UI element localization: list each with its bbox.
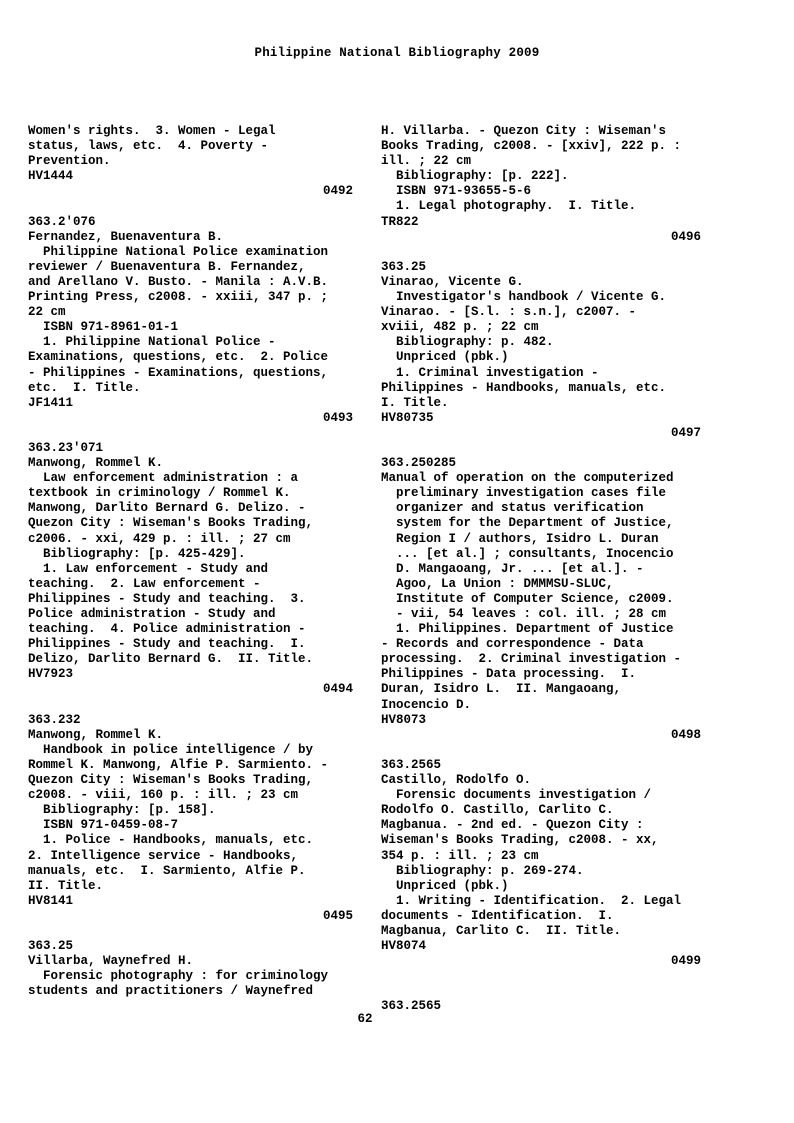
entry-text-line: 354 p. : ill. ; 23 cm bbox=[381, 848, 539, 863]
entry-spacer bbox=[28, 199, 353, 214]
entry-text-line: c2006. - xxi, 429 p. : ill. ; 27 cm bbox=[28, 531, 291, 546]
entry-text-line: Philippines - Handbooks, manuals, etc. bbox=[381, 380, 667, 395]
entry-text-line: and Arellano V. Busto. - Manila : A.V.B. bbox=[28, 274, 329, 289]
entry-text-line: H. Villarba. - Quezon City : Wiseman's bbox=[381, 124, 667, 138]
entry-text-line: 1. Philippine National Police - bbox=[28, 335, 276, 350]
entry-text-line: - Philippines - Examinations, questions, bbox=[28, 365, 329, 380]
entry-text-line: Unpriced (pbk.) bbox=[381, 878, 509, 893]
entry-text-line: Unpriced (pbk.) bbox=[381, 350, 509, 365]
entry-spacer bbox=[28, 426, 353, 441]
entry-text-line: Bibliography: [p. 425-429]. bbox=[28, 546, 246, 561]
entry-text-line: 363.25 bbox=[381, 259, 427, 274]
entry-text-line: Bibliography: p. 482. bbox=[381, 335, 554, 350]
entry-text-line: - Records and correspondence - Data bbox=[381, 637, 644, 652]
entry-spacer bbox=[28, 924, 353, 939]
entry-text-line: Women's rights. 3. Women - Legal bbox=[28, 124, 276, 138]
entry-text-line: 2. Intelligence service - Handbooks, bbox=[28, 848, 299, 863]
entry-text-line: processing. 2. Criminal investigation - bbox=[381, 652, 682, 667]
entry-text-line: HV8074 bbox=[381, 939, 427, 954]
entry-text-line: Magbanua. - 2nd ed. - Quezon City : bbox=[381, 818, 644, 833]
entry-text-line: Castillo, Rodolfo O. bbox=[381, 773, 532, 788]
entry-text-line: JF1411 bbox=[28, 395, 74, 410]
entry-text-line: ill. ; 22 cm bbox=[381, 154, 472, 169]
entry-text-line: 363.23'071 bbox=[28, 440, 104, 455]
entry-spacer bbox=[28, 698, 353, 713]
entry-text-line: Manual of operation on the computerized bbox=[381, 471, 674, 486]
entry-text-line: Printing Press, c2008. - xxiii, 347 p. ; bbox=[28, 290, 329, 305]
entry-number: 0492 bbox=[322, 184, 353, 199]
entry-text-line: Forensic photography : for criminology bbox=[28, 969, 329, 984]
entry-text-line: II. Title. bbox=[28, 878, 104, 893]
right-column bbox=[381, 124, 701, 1015]
entry-text-line: 22 cm bbox=[28, 305, 66, 320]
entry-text-line: ISBN 971-0459-08-7 bbox=[28, 818, 179, 833]
entry-text-line: Duran, Isidro L. II. Mangaoang, bbox=[381, 682, 622, 697]
entry-spacer bbox=[381, 245, 701, 260]
entry-text-line: 363.2'076 bbox=[28, 214, 96, 229]
page-header-title: Philippine National Bibliography 2009 bbox=[254, 46, 540, 60]
left-column bbox=[28, 124, 353, 999]
entry-text-line: 1. Police - Handbooks, manuals, etc. bbox=[28, 833, 314, 848]
entry-text-line: Prevention. bbox=[28, 154, 111, 169]
entry-text-line: documents - Identification. I. bbox=[381, 908, 614, 923]
entry-text-line: Rommel K. Manwong, Alfie P. Sarmiento. - bbox=[28, 757, 329, 772]
entry-text-line: 1. Writing - Identification. 2. Legal bbox=[381, 893, 682, 908]
entry-text-line: Bibliography: p. 269-274. bbox=[381, 863, 584, 878]
entry-text-line: preliminary investigation cases file bbox=[381, 486, 667, 501]
entry-number: 0499 bbox=[670, 954, 701, 969]
entry-text-line: TR822 bbox=[381, 214, 419, 229]
entry-text-line: Quezon City : Wiseman's Books Trading, bbox=[28, 773, 314, 788]
entry-text-line: 363.2565 bbox=[381, 757, 442, 772]
entry-number: 0493 bbox=[322, 410, 353, 425]
entry-text-line: etc. I. Title. bbox=[28, 380, 141, 395]
entry-text-line: Bibliography: [p. 222]. bbox=[381, 169, 569, 184]
entry-text-line: Philippine National Police examination bbox=[28, 244, 329, 259]
page-number: 62 bbox=[357, 1012, 373, 1026]
entry-text-line: Manwong, Darlito Bernard G. Delizo. - bbox=[28, 501, 306, 516]
entry-text-line: ... [et al.] ; consultants, Inocencio bbox=[381, 546, 674, 561]
entry-text-line: HV1444 bbox=[28, 169, 74, 184]
entry-text-line: 1. Philippines. Department of Justice bbox=[381, 622, 674, 637]
entry-text-line: system for the Department of Justice, bbox=[381, 516, 674, 531]
entry-text-line: Rodolfo O. Castillo, Carlito C. bbox=[381, 803, 614, 818]
entry-text-line: Delizo, Darlito Bernard G. II. Title. bbox=[28, 652, 314, 667]
entry-text-line: Institute of Computer Science, c2009. bbox=[381, 591, 674, 606]
entry-spacer bbox=[381, 743, 701, 758]
entry-number: 0494 bbox=[322, 682, 353, 697]
entry-text-line: Philippines - Data processing. I. bbox=[381, 667, 637, 682]
entry-text-line: Examinations, questions, etc. 2. Police bbox=[28, 350, 329, 365]
entry-text-line: 1. Legal photography. I. Title. bbox=[381, 199, 637, 214]
entry-text-line: - vii, 54 leaves : col. ill. ; 28 cm bbox=[381, 607, 667, 621]
entry-text-line: Law enforcement administration : a bbox=[28, 471, 299, 486]
entry-text-line: c2008. - viii, 160 p. : ill. ; 23 cm bbox=[28, 788, 299, 803]
entry-text-line: manuals, etc. I. Sarmiento, Alfie P. bbox=[28, 863, 306, 878]
entry-text-line: Police administration - Study and bbox=[28, 607, 276, 621]
entry-text-line: Magbanua, Carlito C. II. Title. bbox=[381, 923, 622, 938]
entry-text-line: organizer and status verification bbox=[381, 501, 644, 516]
entry-text-line: Handbook in police intelligence / by bbox=[28, 742, 314, 757]
entry-number: 0497 bbox=[670, 425, 701, 440]
entry-text-line: 1. Criminal investigation - bbox=[381, 365, 599, 380]
entry-number: 0498 bbox=[670, 727, 701, 742]
entry-spacer bbox=[381, 441, 701, 456]
entry-text-line: Manwong, Rommel K. bbox=[28, 727, 164, 742]
entry-text-line: Region I / authors, Isidro L. Duran bbox=[381, 531, 659, 546]
entry-text-line: Quezon City : Wiseman's Books Trading, bbox=[28, 516, 314, 531]
entry-text-line: 363.25 bbox=[28, 939, 74, 954]
entry-text-line: Philippines - Study and teaching. 3. bbox=[28, 591, 306, 606]
entry-text-line: Agoo, La Union : DMMMSU-SLUC, bbox=[381, 576, 614, 591]
entry-text-line: xviii, 482 p. ; 22 cm bbox=[381, 320, 539, 335]
entry-text-line: Bibliography: [p. 158]. bbox=[28, 803, 216, 818]
entry-text-line: Forensic documents investigation / bbox=[381, 788, 652, 803]
entry-text-line: ISBN 971-8961-01-1 bbox=[28, 320, 179, 335]
entry-number: 0496 bbox=[670, 229, 701, 244]
entry-spacer bbox=[381, 969, 701, 984]
entry-text-line: HV8141 bbox=[28, 893, 74, 908]
entry-text-line: Wiseman's Books Trading, c2008. - xx, bbox=[381, 833, 659, 848]
entry-text-line: Villarba, Waynefred H. bbox=[28, 954, 194, 969]
entry-text-line: Investigator's handbook / Vicente G. bbox=[381, 290, 667, 305]
entry-text-line: Vinarao. - [S.l. : s.n.], c2007. - bbox=[381, 305, 637, 320]
entry-text-line: I. Title. bbox=[381, 395, 449, 410]
entry-text-line: HV7923 bbox=[28, 667, 74, 682]
entry-spacer bbox=[381, 984, 701, 999]
entry-text-line: 363.250285 bbox=[381, 456, 457, 471]
entry-text-line: teaching. 4. Police administration - bbox=[28, 622, 306, 637]
entry-text-line: D. Mangaoang, Jr. ... [et al.]. - bbox=[381, 561, 644, 576]
entry-text-line: HV8073 bbox=[381, 712, 427, 727]
entry-text-line: reviewer / Buenaventura B. Fernandez, bbox=[28, 259, 306, 274]
entry-text-line: Manwong, Rommel K. bbox=[28, 456, 164, 471]
entry-text-line: Philippines - Study and teaching. I. bbox=[28, 637, 306, 652]
entry-text-line: 1. Law enforcement - Study and bbox=[28, 561, 269, 576]
entry-text-line: 363.2565 bbox=[381, 999, 442, 1014]
entry-text-line: Fernandez, Buenaventura B. bbox=[28, 229, 224, 244]
entry-text-line: Books Trading, c2008. - [xxiv], 222 p. : bbox=[381, 139, 682, 154]
entry-text-line: students and practitioners / Waynefred bbox=[28, 984, 314, 999]
entry-text-line: status, laws, etc. 4. Poverty - bbox=[28, 139, 269, 154]
entry-text-line: ISBN 971-93655-5-6 bbox=[381, 184, 532, 199]
entry-text-line: Inocencio D. bbox=[381, 697, 472, 712]
entry-text-line: HV80735 bbox=[381, 410, 434, 425]
entry-text-line: teaching. 2. Law enforcement - bbox=[28, 576, 261, 591]
entry-text-line: Vinarao, Vicente G. bbox=[381, 274, 524, 289]
entry-text-line: textbook in criminology / Rommel K. bbox=[28, 486, 291, 501]
entry-number: 0495 bbox=[322, 908, 353, 923]
entry-text-line: 363.232 bbox=[28, 712, 81, 727]
